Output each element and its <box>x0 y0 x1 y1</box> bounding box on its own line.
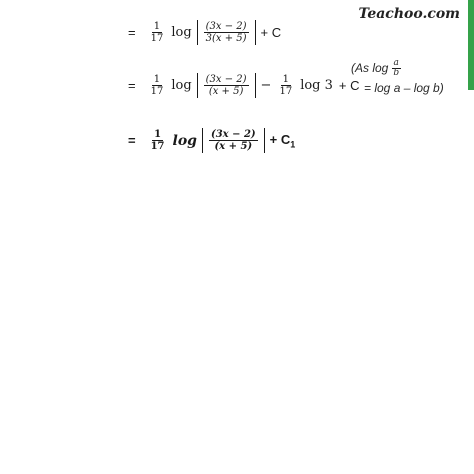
side-note <box>351 58 444 98</box>
log-argument-fraction: $\frac{(3x - 2)}{(x + 5)}$ <box>205 74 247 97</box>
note-prefix: (As log <box>351 61 389 75</box>
note-row-1 <box>351 58 444 78</box>
coefficient-fraction: $\frac{1}{17}$ <box>150 74 164 97</box>
log-argument-fraction: $\frac{(3x - 2)}{(x + 5)}$ <box>210 129 256 152</box>
constant-subscript: 1 <box>290 139 296 150</box>
log-word: log <box>172 132 197 149</box>
log-argument-fraction: $\frac{(3x - 2)}{3(x + 5)}$ <box>205 21 247 44</box>
second-coefficient-fraction: $\frac{1}{17}$ <box>279 74 293 97</box>
absolute-value <box>197 73 256 98</box>
equation-line-2 <box>128 73 360 98</box>
equals-sign: = <box>128 78 136 93</box>
absolute-value <box>197 20 256 45</box>
absolute-value <box>202 128 265 153</box>
note-row-2: = log a – log b) <box>364 81 444 95</box>
equals-sign: = <box>128 133 136 148</box>
minus-sign: − <box>260 78 272 93</box>
log-word: log <box>171 78 192 93</box>
constant-term: + $C_1$ <box>269 131 296 150</box>
coefficient-fraction: $\frac{1}{17}$ <box>150 21 164 44</box>
constant-term: + C <box>260 25 282 40</box>
accent-bar <box>468 0 474 90</box>
log-three: log 3 <box>300 78 333 93</box>
equation-line-3 <box>128 128 295 153</box>
equals-sign: = <box>128 25 136 40</box>
watermark-logo: Teachoo.com <box>358 6 460 22</box>
equation-line-1 <box>128 20 281 45</box>
log-word: log <box>171 25 192 40</box>
note-fraction: $\frac{a}{b}$ <box>393 57 400 78</box>
coefficient-fraction: $\frac{1}{17}$ <box>150 129 165 152</box>
constant-term: + C <box>338 78 360 93</box>
